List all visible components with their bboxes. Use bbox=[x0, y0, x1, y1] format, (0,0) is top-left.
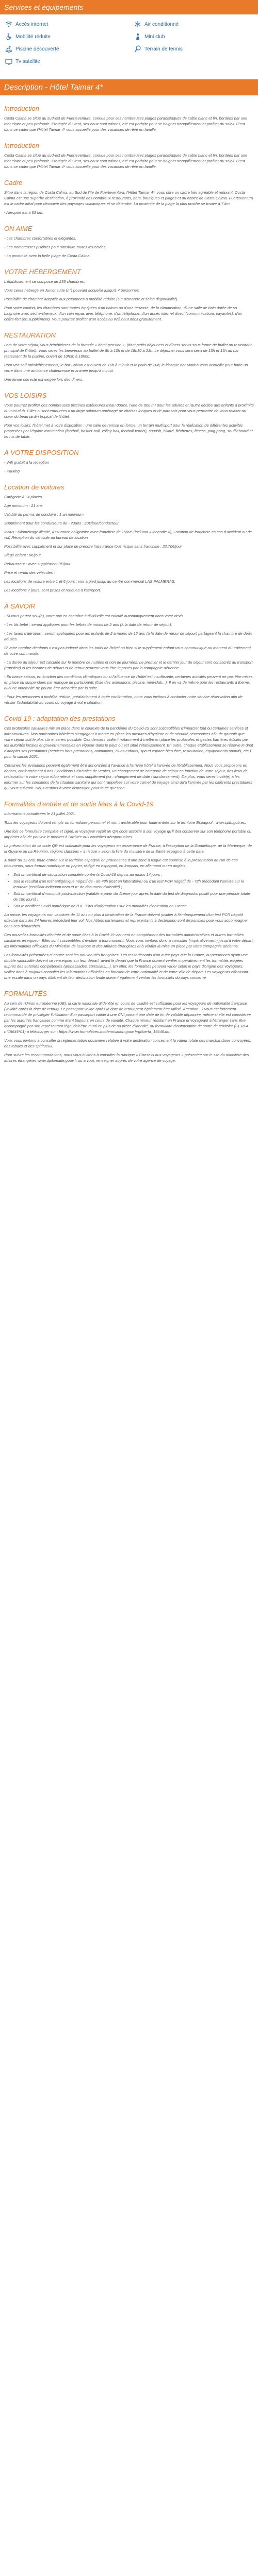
wifi-icon bbox=[5, 21, 12, 28]
pool-icon bbox=[5, 45, 12, 53]
section-paragraph: Pour votre confort, les chambres sont toutes équipées d'un balcon ou d'une terrasse, de la climatisation, d'une salle de bain dotée de sa baignoire avec sèche-cheveux, d'un coin repas avec téléphone, d'un téléphone, d'un accès internet direct (communications payantes), d'un coffre-fort (en supplément). Vous pourrez profiter d'un accès au Wifi haut débit gratuitement. bbox=[4, 306, 243, 321]
service-pool bbox=[5, 45, 124, 53]
service-label: Piscine découverte bbox=[15, 46, 59, 52]
section-paragraph: Informations actualisées le 21 juillet 2021. bbox=[4, 811, 76, 816]
list-item: • Soit un certificat d'immunité post-infection (valable à partir du 11ème jour après la date du test de diagnostic positif pour une période totale de 180 jours) ; bbox=[13, 891, 254, 902]
section-paragraph: Une tenue correcte est exigée lors des dîners. bbox=[4, 377, 84, 382]
section-paragraph: Possibilité de chambre adaptée aux personnes à mobilité réduite (sur demande et selon disponibilité). bbox=[4, 297, 179, 301]
service-label: Accès internet bbox=[15, 21, 49, 27]
section-paragraph: Costa Calma se situe au sud-est de Fuerteventura, connue pour ses nombreuses plages paradisiaques de sable blanc et fin, bordées par une mer claire et peu profonde. Protégée du vent, ses eaux sont calmes, été est parfaite pour se baigner tranquillement et profiter du soleil. C'est dans ce cadre que l'Hôtel Taimar 4* vous accueille pour des vacances de rêve en famille. bbox=[4, 116, 248, 132]
section-paragraph: Lors de votre séjour, vous bénéficierez de la formule « demi-pension », (dont petits déjeuners et dîners servis sous forme de buffet au restaurant principal de l'hôtel). Vous serez les bienvenus au buffet de 8h à 10h et de 18h30 à 21h. Le déjeuner vous sera servi de 13h et 15h au bar restaurant de la piscine, ouvert de 10h30 à 18h00. bbox=[4, 343, 252, 359]
section-paragraph: Pour vos soif-rafraîchissements, le bar Salvan est ouvert de 16h à minuit et le patio de 20h, le kiosque bar Marina vous accueille pour boire un verre dans une ambiance chaleureuse et animée jusqu'à minuit. bbox=[4, 363, 248, 373]
section-title: Covid-19 : adaptation des prestations bbox=[4, 715, 116, 722]
service-tv bbox=[5, 58, 124, 65]
service-label: Mini club bbox=[144, 33, 165, 40]
service-label: Terrain de tennis bbox=[144, 46, 183, 52]
section-paragraph: - Si vous partez seul(e), votre prix en chambre individuelle est calculé automatiquement dans votre devis. bbox=[4, 614, 185, 618]
section-paragraph: À partir du 12 ans, toute entrée sur le territoire espagnol en provenance d'une zone à risque est soumise à la présentation de l'un de ces documents, sous format numérique ou papier, rédigé en espagnol, en français, en allemand ou en anglais : bbox=[4, 858, 238, 868]
section-title: Formalités d'entrée et de sortie liées à la Covid-19 bbox=[4, 800, 154, 808]
section-title: À SAVOIR bbox=[4, 602, 36, 610]
section-paragraph: - Wifi gratuit à la réception bbox=[4, 460, 50, 465]
section-paragraph: Une fois ce formulaire complété et signé, le voyageur reçoit un QR code associé à son voyage qu'il doit conserver sur son téléphone portable ou imprimer afin de pouvoir le montrer à l'arrivée aux contrôles aéroportuaires. bbox=[4, 829, 252, 839]
section-paragraph: Les formalités présentées ci-contre sont les nouveautés françaises. Les ressortissants d'un autre pays que la France, ou personnes ayant une double nationalité doivent se renseigner sur leur départ, avant le départ que la France doivent vérifier impérativement les formalités exigées auprès des autorités compétentes (ambassades, consulats,...). En effet, les formalités peuvent varier selon le pays d'origine des voyageurs, veillez donc à toujours consulter les informations officielles en fonction de votre nationalité et de votre ville de départ. Les voyageurs effectuant une escale dans un pays différent de leur destination finale doivent également vérifier les formalités du pays concerné. bbox=[4, 953, 248, 980]
service-label: Tv satellite bbox=[15, 58, 40, 64]
section-paragraph: Costa Calma se situe au sud-est de Fuerteventura, connue pour ses nombreuses plages paradisiaques de sable blanc et fin, bordées par une mer claire et peu profonde. Protégée du vent, ses eaux sont calmes, été est parfaite pour se baigner tranquillement et profiter du soleil. C'est dans ce cadre que l'Hôtel Taimar 4* vous accueille pour des vacances de rêve en famille. bbox=[4, 153, 248, 169]
tv-icon bbox=[5, 58, 12, 65]
snowflake-icon bbox=[134, 21, 141, 28]
section-paragraph: Au retour, les voyageurs non vaccinés de 11 ans ou plus à destination de la France doivent justifier à l'embarquement d'un test PCR négatif effectué dans les 24 heures précédant leur vol. Nos hôtels partenaires et représentants à destination sont disponibles pour vous accompagner dans ces démarches. bbox=[4, 912, 248, 928]
section-paragraph: Vous serez hébergé en Junior suite (n°) pouvant accueillir jusqu'à 4 personnes. bbox=[4, 288, 140, 293]
service-label: Mobilité réduite bbox=[15, 33, 51, 40]
section-title: Cadre bbox=[4, 179, 23, 187]
section-paragraph: - La durée du séjour est calculée sur le nombre de nuitées et non de journées. Le premier et le dernier jour du séjour sont consacrés au transport (transfert) et les horaires de départ et de retour peuvent vous être imposés par la compagnie aérienne. bbox=[4, 660, 253, 670]
section-paragraph: Validité du permis de conduire : 1 an minimum bbox=[4, 512, 84, 517]
section-paragraph: - Parking bbox=[4, 469, 20, 473]
list-item: • Soit le résultat d'un test antigénique négatif de - de 48h (test en laboratoire) ou d'un test PCR négatif de - 72h précédant l'arrivée sur le territoire (certificat indiquant nom et n° de document d'identité) ; bbox=[13, 878, 254, 890]
section-title: VOS LOISIRS bbox=[4, 392, 47, 399]
section-paragraph: Si votre nombre d'enfants n'est pas indiqué dans les tarifs de l'hôtel ou bien si le supplément enfant vous communiqué au moment du traitement de votre commande. bbox=[4, 646, 251, 656]
section-paragraph: Inclus : Kilométrage illimité, Assurance obligatoire avec franchise de 1500€ (incluant « incendie »), Location de franchise en cas d'accident ou de vol) Réception du véhicule au bureau de location bbox=[4, 530, 252, 540]
section-paragraph: - Les taxes d'aéroport : seront appliquées pour les enfants de 2 à moins de 12 ans (à la date de retour de séjour) partageant la chambre de deux adultes. bbox=[4, 631, 252, 641]
child-icon bbox=[134, 33, 141, 40]
section-paragraph: Ces nouvelles formalités d'entrée et de sortie liées à la Covid-19 viennent en complément des formalités administratives et autres formalités sanitaires en vigueur. Elles sont susceptibles d'évoluer à tout moment. Nous vous invitons donc à consulter (impérativement) jusqu'à votre départ, les informations officielles du Ministère de l'Europe et des Affaires étrangères et à vérifier la mise en place par votre compagnie aérienne. bbox=[4, 933, 254, 948]
section-paragraph: - La proximité avec la belle plage de Costa Calma. bbox=[4, 253, 91, 258]
section-paragraph: Prise et rendu des véhicules : bbox=[4, 570, 55, 575]
list-item: • Soit le certificat Covid numérique de l'UE. Plus d'informations sur les modalités d'obtention en France. bbox=[13, 903, 254, 909]
section-title: Introduction bbox=[4, 142, 39, 149]
tennis-icon bbox=[134, 45, 141, 53]
section-paragraph: - En basse saison, en fonction des conditions climatiques ou si l'affluence de l'hôtel est insuffisante, certaines activités peuvent ne pas être mises en place ou suspendues par manque de participants (liste des animations, piscine, mini-club...). Il en va de même pour les restaurants à thème, aucune indemnité ne pourra être accordée par la suite. bbox=[4, 674, 253, 690]
list-item: • Soit un certificat de vaccination complète contre la Covid-19 depuis au moins 14 jours ; bbox=[13, 872, 254, 877]
section-paragraph: L'établissement se compose de 235 chambres. bbox=[4, 279, 85, 284]
section-paragraph: Age minimum : 21 ans bbox=[4, 503, 43, 508]
section-paragraph: - Les nombreuses piscines pour satisfaire toutes les envies. bbox=[4, 245, 107, 249]
section-paragraph: Vous vous invitons à consulter la réglementation douanière relative à votre destination concernant la valeur totale des marchandises convoyées, des tabacs et des spiritueux. bbox=[4, 1038, 251, 1048]
section-paragraph: Ces protocoles sanitaires mis en place dans le contexte de la pandémie du Covid-19 sont susceptibles d'impacter tout ou certaines services et infrastructures. Nos partenaires hôteliers s'engagent à mettre en place les mesures d'hygiène et de sécurité nécessaires afin de garantir que votre séjour soit le plus sûr et serein possible. Ces derniers veillent notamment à mettre en place les protocoles et gestes barrières édictés par les autorités locales et gouvernementales en vigueur dans le pays où est situé l'établissement. En outre, chaque établissement se réserve le droit d'adapter ses prestations (services hors prestations, animations, clubs enfants, spa et espace bien-être, restauration, équipements sportifs, etc.) pour la saison 2021. bbox=[4, 726, 253, 759]
section-paragraph: Pour suivre les recommandations, nous vous invitons à consulter la rubrique « Conseils aux voyageurs » présentée sur le site du ministère des affaires étrangères www.diplomatie.gouv.fr ou à vous renseigner auprès de votre agence de voyage. bbox=[4, 1053, 249, 1063]
service-label: Air conditionné bbox=[144, 21, 179, 27]
services-band: Services et équipements bbox=[0, 0, 258, 14]
section-paragraph: Pour vos loisirs, l'hôtel met à votre disposition : une salle de remise en forme, un terrain multisport pour la réalisation de différentes activités proposées par l'équipe d'animation (football, basket-ball, volley-ball, football-tennis), squash, billard, fléchettes, fitness, ping-pong, shuffleboard et tennis de table. bbox=[4, 423, 253, 439]
section-paragraph: - Les chambres confortables et élégantes. bbox=[4, 236, 76, 241]
service-tennis bbox=[134, 45, 253, 53]
service-miniclub bbox=[134, 33, 253, 40]
section-title: FORMALITÉS bbox=[4, 990, 47, 997]
section-paragraph: Au sein de l'Union européenne (UE), la carte nationale d'identité en cours de validité est suffisante pour les voyageurs de nationalité française (validité après la date de retour). Le passeport valide après la date de retour peut également être utilisé. Attention : il vous est fortement recommandé de privilégier l'utilisation d'un passeport valide à une CNI portant une date de fin de validité dépassée, même si elle est considérée par les autorités françaises comme étant toujours en cours de validité. Chaque mineur résidant en France et voyageant à l'étranger sans être accompagné par son représentant légal doit être muni en plus de sa pièce d'identité, du formulaire d'autorisation de sortie de territoire (CERFA n°15646*01) à télécharger sur : https://www.formulaires.modernisation.gouv.fr/gf/cerfa_15646.do. bbox=[4, 1001, 251, 1034]
section-paragraph: - Aéroport est à 63 km. bbox=[4, 210, 44, 215]
section-paragraph: La présentation de ce code QR est suffisante pour les voyageurs en provenance de France, à l'exception de la Guadeloupe, de la Martinique, de la Guyane ou La Réunion, régions classées « à risque » selon la liste du ministère de la Santé espagnol à cette date. bbox=[4, 843, 252, 854]
section-title: ON AIME bbox=[4, 225, 33, 232]
section-title: À VOTRE DISPOSITION bbox=[4, 449, 79, 456]
covid-requirements-list bbox=[4, 872, 254, 909]
description-body bbox=[0, 105, 258, 1063]
section-paragraph: Catégorie A : 4 places bbox=[4, 495, 42, 499]
section-paragraph: Possibilité avec supplément et sur place de prendre l'assurance tous risque sans franchise : 22,70€/jour bbox=[4, 544, 182, 549]
section-paragraph: Tous les voyageurs doivent remplir un formulaire personnel et non transférable pour toute entrée sur le territoire Espagnol : www.spth.gob.es. bbox=[4, 820, 246, 825]
section-title: Location de voitures bbox=[4, 483, 64, 491]
section-paragraph: - Pour les personnes à mobilité réduite, préalablement à toute confirmation, nous vous invitons à contacter notre service réservation afin de vérifier l'adaptabilité au cours du voyage à votre situation. bbox=[4, 694, 243, 705]
section-paragraph: Situé dans la région de Costa Calma, au Sud de l'île de Fuerteventura, l'Hôtel Taimar 4*, vous offre un cadre très agréable et relaxant. Costa Calma est une superbe destination, à proximité des nombreux restaurants, bars, boutiques et plages et du centre de Costa Calma. Fuerteventura est le cadre idéal pour découvrir des paysages volcaniques et se détendre. La proximité de la plage la plus proche se trouve à 7 km. bbox=[4, 190, 253, 206]
section-paragraph: Siège enfant : 9€/jour bbox=[4, 553, 41, 557]
service-internet bbox=[5, 21, 124, 28]
service-mobility bbox=[5, 33, 124, 40]
section-paragraph: Les locations de voiture entre 1 et 6 jours : voir à pied jusqu'au centre commercial LAS PALMERAS. bbox=[4, 579, 175, 584]
section-title: Introduction bbox=[4, 105, 39, 112]
section-paragraph: Rehausseur : avec supplément 3€/jour bbox=[4, 562, 71, 566]
section-title: RESTAURATION bbox=[4, 331, 56, 339]
service-aircon bbox=[134, 21, 253, 28]
section-paragraph: - Les lits bébé : seront appliqués pour les bébés de moins de 2 ans (à la date de retour de séjour). bbox=[4, 622, 172, 627]
wheelchair-icon bbox=[5, 33, 12, 40]
section-paragraph: Les locations 7 jours, sont prises et rendues à l'aéroport. bbox=[4, 588, 101, 592]
section-title: VOTRE HÉBERGEMENT bbox=[4, 268, 81, 276]
description-band: Description - Hôtel Taimar 4* bbox=[0, 79, 258, 95]
section-paragraph: Certaines les évolutions peuvent également être annoncées à l'avance à l'arrivée hôtel à l'arrivée de l'établissement. Nous vous proposons en dehors, conformément à nos Conditions Générales de Ventes, un changement de catégorie de séjour en fonction de votre séjour, des lieux de restauration à votre séjour et/ou relevé et sans supplément (ex : changement de date / surclassement). De plus, vous serez invité(e) à les informer sur les conditions de la situation sanitaire qui sont rappelées sur votre carnet de voyage ainsi qu'à l'arrivée par les différents prestataires qui vous suivront. Nous restons à votre disposition pour toute question. bbox=[4, 763, 253, 790]
section-paragraph: Vous pourrez profiter des nombreuses piscines extérieures d'eau douce, l'une de 800 m² pour les adultes et l'autre dédiée aux enfants à proximité du mini club. Cilles ci sont entourées d'un large solarium aménagé de chaises longues et de parasols pour vous permettre de vous relaxer au cœur du beau jardin tropical de l'hôtel. bbox=[4, 403, 254, 419]
services-grid bbox=[0, 14, 258, 70]
section-paragraph: Supplément pour les conducteurs de - 23ans : 20€/jour/conducteur bbox=[4, 521, 119, 526]
